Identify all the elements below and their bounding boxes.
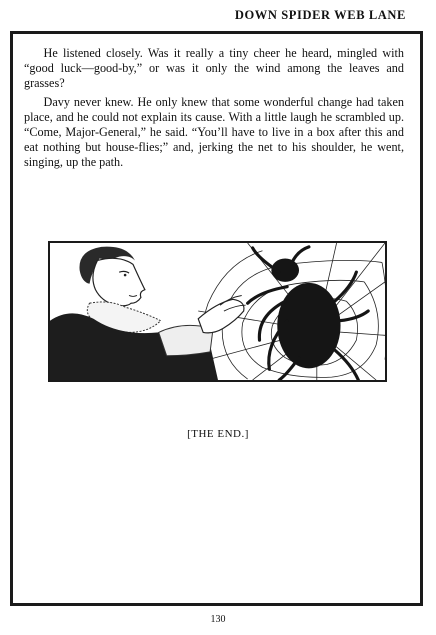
story-text [24, 46, 404, 174]
boy-and-spider-illustration [48, 241, 387, 382]
the-end-marker: [THE END.] [187, 428, 249, 440]
paragraph-2: Davy never knew. He only knew that some wonderful change had taken place, and he could not explain its cause. With a little laugh he scrambled up. “Come, Major-General,” he said. “You’ll have to live in a box after this and eat nothing but house-flies;” and, jerking the net to his shoulder, he went, singing, up the path. [24, 94, 404, 170]
running-title: DOWN SPIDER WEB LANE [234, 8, 406, 22]
boy-figure [50, 247, 246, 380]
page-number: 130 [210, 614, 226, 625]
spider-icon [248, 247, 369, 380]
paragraph-1: He listened closely. Was it really a tiny cheer he heard, mingled with “good luck—good-by,” or was it only the wind among the leaves and grasses? [24, 46, 404, 91]
